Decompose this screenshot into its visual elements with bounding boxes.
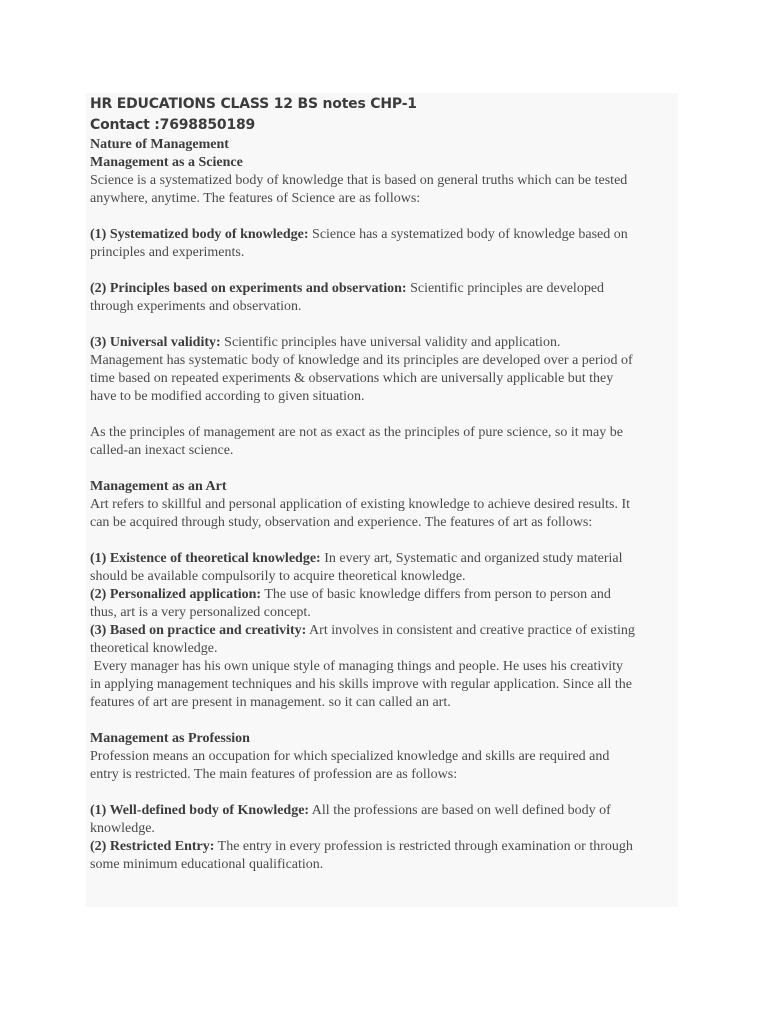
feature-text: Scientific principles have universal validity and application. xyxy=(220,335,561,350)
profession-features xyxy=(90,802,690,874)
feature-text: In every art, Systematic and organized study material xyxy=(320,551,623,566)
feature-label: (1) Existence of theoretical knowledge: xyxy=(90,551,321,566)
feature-text: Scientific principles are developed xyxy=(406,281,605,296)
science-feature-2 xyxy=(90,280,690,316)
science-feature-1 xyxy=(90,226,690,262)
feature-text: All the professions are based on well defined body of xyxy=(309,803,611,818)
feature-label: (3) Universal validity: xyxy=(90,335,221,350)
science-feature-3 xyxy=(90,334,690,406)
feature-text: time based on repeated experiments & observations which are universally applicable but they xyxy=(90,371,614,386)
science-heading: Management as a Science xyxy=(90,155,243,170)
feature-label: (1) Well-defined body of Knowledge: xyxy=(90,803,310,818)
feature-text: The use of basic knowledge differs from person to person and xyxy=(261,587,611,602)
conclusion-text: called-an inexact science. xyxy=(90,443,234,458)
science-intro-line: Science is a systematized body of knowledge that is based on general truths which can be tested xyxy=(90,173,628,188)
feature-label: (1) Systematized body of knowledge: xyxy=(90,227,309,242)
feature-text: The entry in every profession is restricted through examination or through xyxy=(214,839,633,854)
feature-text: some minimum educational qualification. xyxy=(90,857,324,872)
art-intro xyxy=(90,496,690,532)
art-intro-line: can be acquired through study, observation and experience. The features of art as follows: xyxy=(90,515,593,530)
conclusion-text: As the principles of management are not as exact as the principles of pure science, so it may be xyxy=(90,425,623,440)
feature-text: Every manager has his own unique style of managing things and people. He uses his creativity xyxy=(90,659,624,674)
document-title: HR EDUCATIONS CLASS 12 BS notes CHP-1 xyxy=(90,96,417,112)
profession-intro-line: entry is restricted. The main features of profession are as follows: xyxy=(90,767,458,782)
contact-line: Contact :7698850189 xyxy=(90,117,256,133)
feature-text: theoretical knowledge. xyxy=(90,641,218,656)
feature-text: have to be modified according to given situation. xyxy=(90,389,365,404)
profession-intro xyxy=(90,748,690,784)
art-features xyxy=(90,550,690,712)
document-content xyxy=(90,94,690,874)
science-intro-line: anywhere, anytime. The features of Science are as follows: xyxy=(90,191,421,206)
feature-text: thus, art is a very personalized concept. xyxy=(90,605,311,620)
feature-text: knowledge. xyxy=(90,821,155,836)
profession-intro-line: Profession means an occupation for which specialized knowledge and skills are required and xyxy=(90,749,610,764)
art-heading: Management as an Art xyxy=(90,479,227,494)
science-conclusion xyxy=(90,424,690,460)
feature-text: Science has a systematized body of knowledge based on xyxy=(308,227,628,242)
feature-text: principles and experiments. xyxy=(90,245,245,260)
feature-text: Management has systematic body of knowledge and its principles are developed over a period of xyxy=(90,353,633,368)
feature-text: features of art are present in management. so it can called an art. xyxy=(90,695,451,710)
feature-text: Art involves in consistent and creative practice of existing xyxy=(306,623,635,638)
feature-text: should be available compulsorily to acquire theoretical knowledge. xyxy=(90,569,466,584)
feature-label: (2) Personalized application: xyxy=(90,587,262,602)
feature-label: (3) Based on practice and creativity: xyxy=(90,623,307,638)
feature-label: (2) Restricted Entry: xyxy=(90,839,215,854)
art-intro-line: Art refers to skillful and personal application of existing knowledge to achieve desired results. It xyxy=(90,497,631,512)
feature-text: in applying management techniques and his skills improve with regular application. Since all the xyxy=(90,677,632,692)
science-intro xyxy=(90,172,690,208)
feature-text: through experiments and observation. xyxy=(90,299,302,314)
feature-label: (2) Principles based on experiments and observation: xyxy=(90,281,407,296)
chapter-title: Nature of Management xyxy=(90,137,229,152)
profession-heading: Management as Profession xyxy=(90,731,250,746)
